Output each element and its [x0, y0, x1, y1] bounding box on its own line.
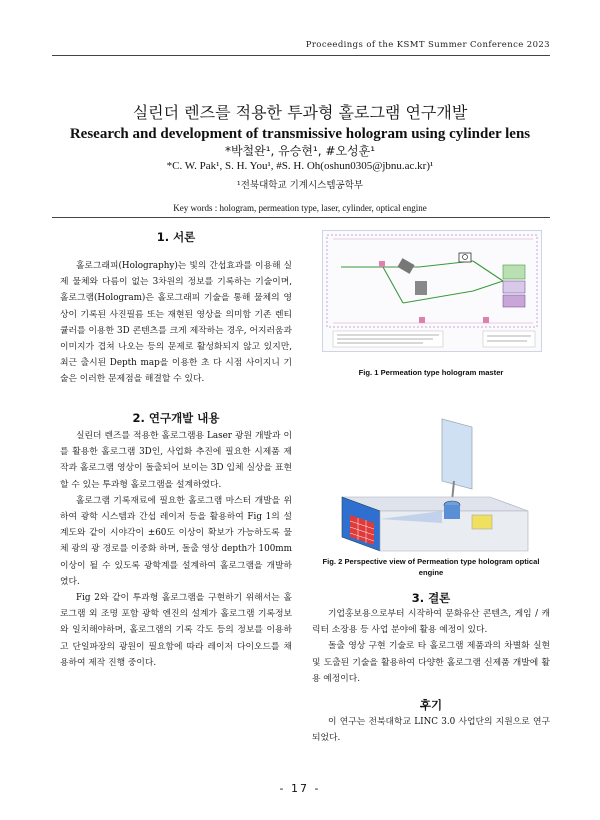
component-box-1	[503, 265, 525, 279]
conclusion-paragraph-2: 돌출 영상 구현 기술로 타 홀로그램 제품과의 차별화 실현 및 도출된 기술을 활용하여 다양한 홀로그램 신제품 개발에 활용 예정이다.	[312, 641, 550, 684]
section-acknowledgment-heading: 후기	[419, 698, 443, 712]
acknowledgment-paragraph: 이 연구는 전북대학교 LINC 3.0 사업단의 지원으로 연구되었다.	[312, 717, 550, 744]
figure-1-optical-layout	[322, 230, 542, 352]
keywords: Key words : hologram, permeation type, laser, cylinder, optical engine	[173, 203, 427, 213]
component-box-3	[503, 295, 525, 307]
title-korean: 실린더 렌즈를 적용한 투과형 홀로그램 연구개발	[132, 103, 468, 122]
section-conclusion-body	[312, 606, 550, 687]
section-development-heading: 2. 연구개발 내용	[132, 411, 220, 425]
affiliation: ¹전북대학교 기계시스템공학부	[236, 180, 364, 191]
development-paragraph-1: 실린더 렌즈를 적용한 홀로그램용 Laser 광원 개발과 이를 활용한 홀로그램 3D인, 사업화 추진에 필요한 시제품 제작과 홀로그램 영상이 돌출되어 보이는 3D 입체 실상을 표현할 수 있는 투과형 홀로그램을 설계하였다.	[60, 431, 292, 490]
beam-path-3	[383, 267, 403, 303]
authors-english: *C. W. Pak¹, S. H. You¹, #S. H. Oh(oshun0305@jbnu.ac.kr)¹	[166, 160, 434, 172]
beam-path-5	[473, 261, 503, 281]
development-paragraph-3: Fig 2와 같이 투과형 홀로그램을 구현하기 위해서는 홀로그램 외 조명 포함 광학 엔진의 설계가 홀로그램 기록정보와 일치해야하며, 홀로그램의 기록 각도 등의 정보를 이용하고 단일파장의 광원이 필요함에 따라 레이저 다이오드를 채용하여 제작 진행 중이다.	[60, 593, 292, 668]
authors-korean: *박철완¹, 유승현¹, #오성훈¹	[224, 144, 376, 158]
section-development-body	[60, 428, 292, 671]
figure-1-caption: Fig. 1 Permeation type hologram master	[358, 368, 504, 377]
beam-path-4	[403, 291, 473, 303]
beam-splitter	[397, 258, 414, 274]
section-intro-body	[60, 258, 292, 388]
figure-2-caption-line2: engine	[418, 568, 444, 577]
laser-module	[472, 515, 492, 529]
conclusion-paragraph-1: 기업홍보용으로부터 시작하여 문화유산 콘텐츠, 게임 / 캐릭터 소장용 등 사업 분야에 활용 예정이 있다.	[312, 609, 550, 636]
mirror-block	[415, 281, 427, 295]
hologram-plate	[442, 419, 472, 489]
section-intro-heading: 1. 서론	[156, 230, 196, 244]
page-number: - 17 -	[279, 782, 321, 795]
intro-paragraph: 홀로그래피(Holography)는 빛의 간섭효과를 이용해 실제 물체와 다름이 없는 3차원의 정보를 기록하는 기술이며, 홀로그램(Hologram)은 홀로그래피 기술을 통해 물체의 영상이 기록된 사진필름 또는 재현된 영상을 의미함 기존 렌티큘러를 이용한 3D 콘텐츠를 크게 제작하는 경우, 어지러움과 이미지가 겹쳐 나오는 등의 문제로 활성화되지 않고 있지만, 최근 출시된 Depth map을 이용한 초 다 시점 사이지니 기술은 이러한 문제점을 해결할 수 있다.	[60, 261, 292, 385]
figure-1-diagram	[323, 231, 541, 351]
conference-header: Proceedings of the KSMT Summer Conference 2023	[305, 40, 550, 50]
figure-2-diagram	[322, 415, 540, 553]
section-conclusion-heading: 3. 결론	[411, 591, 451, 605]
marker-1	[379, 261, 385, 267]
cylinder-lens-body	[444, 505, 460, 519]
marker-3	[483, 317, 489, 323]
figure-2-perspective-view	[322, 415, 540, 553]
header-divider	[52, 55, 550, 56]
development-paragraph-2: 홀로그램 기록재료에 필요한 홀로그램 마스터 개발을 위하여 광학 시스템과 간섭 레이저 등을 활용하여 Fig 1의 설계도와 같이 시야각이 ±60도 이상이 확보가 가능하도록 물체 광의 광 경로를 이중화 하며, 돌출 영상 depth가 100mm 이상이 될 수 있도록 광학계를 설계하여 홀로그램을 개발하였다.	[60, 495, 292, 587]
marker-2	[419, 317, 425, 323]
title-block	[483, 331, 535, 347]
component-box-2	[503, 281, 525, 293]
beam-path-6	[473, 281, 503, 291]
section-acknowledgment-body	[312, 714, 550, 746]
keywords-divider	[52, 217, 550, 218]
title-english: Research and development of transmissive hologram using cylinder lens	[69, 126, 531, 142]
figure-2-caption-line1: Fig. 2 Perspective view of Permeation type hologram optical	[322, 557, 540, 566]
